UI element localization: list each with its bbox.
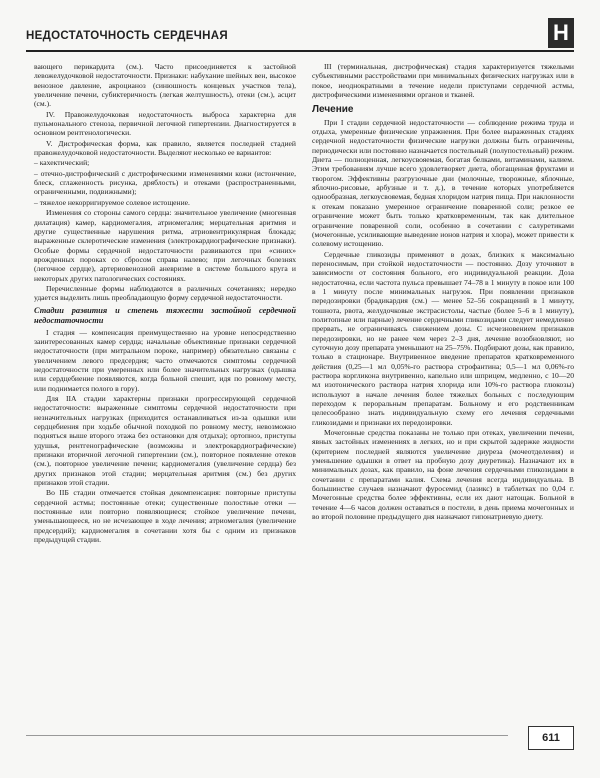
paragraph: Перечисленные формы наблюдаются в различных сочетаниях; нередко удается выделить лишь преобладающую форму сердечной недостаточности. — [34, 283, 296, 303]
paragraph: Сердечные гликозиды применяют в дозах, близких к максимально переносимым, при стойкой недостаточности — постоянно. Дозу уточняют в зависимости от состояния больного, его индивидуальной реакции. Доза недостаточна, если частота пульса превышает 74–78 в 1 минуту в покое или 100 в 1 минуту после минимальных нагрузок. При появлении признаков передозировки (брадикардия (см.) — менее 52–56 сокращений в 1 минуту, тошнота, рвота, желудочковые экстрасистолы, частые (более 5–6 в 1 минуту), политопные или парные) лечение сердечными гликозидами следует немедленно прервать, не ограничиваясь снижением дозы. С исчезновением признаков передозировки, но не ранее чем через 2–3 дня, лечение возобновляют, но суточную дозу препарата уменьшают на 25–75%. Подбирают дозы, как правило, только в стационаре. Внутривенное введение препаратов кратковременного действия (0,25—1 мл 0,05%-го раствора строфантина; 0,5—1 мл 0,06%-го раствора коргликона внутривенно, капельно или шприцем, медленно, с 10—20 мл изотонического раствора натрия хлорида или 10%-го раствора глюкозы) используют в начале лечения более тяжелых больных с последующим переходом к пероральным препаратам. Больному и его родственникам целесообразно знать индивидуальную схему его лечения сердечными гликозидами и признаки их передозировки. — [312, 249, 574, 427]
section-heading: Лечение — [312, 104, 354, 116]
footer-rule — [26, 735, 508, 736]
paragraph: I стадия — компенсация преимущественно на уровне непосредственно заинтересованных камер сердца; начальные объективные признаки сердечной недостаточности (при митральном пороке, например) обязательно связаны с увеличением левого предсердия; часто отмечаются симптомы сердечной недостаточности при умеренных или более значительных нагрузках (одышка или сердцебиение появляются, когда больной спешит, идя по ровному месту, или поднимается полого в гору). — [34, 327, 296, 393]
paragraph: Мочегонные средства показаны не только при отеках, увеличении печени, явных застойных изменениях в легких, но и при скрытой задержке жидкости (критерием последней являются увеличение диуреза (мочеотделения) и уменьшение одышки в ответ на пробную дозу диуретика). Назначают их в минимальных дозах, как правило, на фоне лечения сердечными гликозидами в сочетании с препаратами калия. Схема лечения всегда индивидуальна. В большинстве случаев назначают фуросемид (лазикс) в таблетках по 0,04 г. Мочегонные средства более эффективны, если их дают натощак. Больной в течение 4—6 часов должен оставаться в постели, в день приема мочегонных и во второй половине предыдущего дня назначают гипонатриевую диету. — [312, 428, 574, 522]
running-header — [26, 20, 574, 52]
section-letter-tab: Н — [548, 18, 574, 48]
list-item: – тяжелое некорригируемое солевое истощение. — [34, 197, 190, 207]
paragraph: III (терминальная, дистрофическая) стадия характеризуется тяжелыми субъективными расстройствами при минимальных физических нагрузках или в покое, неоднократными в течение недели приступами сердечной астмы, дистрофическими изменениями органов и тканей. — [312, 62, 574, 100]
section-heading: Стадии развития и степень тяжести застойной сердечной недостаточности — [34, 305, 296, 325]
right-column — [312, 62, 574, 523]
list-item: – кахектический; — [34, 158, 90, 168]
paragraph: Изменения со стороны самого сердца: значительное увеличение (многенная дилатация) камер, кардиомегалия, атриомегалия; мерцательная аритмия и другие существенные нарушения ритма, атриовентрикулярная блокада; выраженные склеротические изменения (электрокардиографические признаки). Особые формы сердечной недостаточности развиваются при «синих» врожденных пороках со сбросом справа налево; при легочных болезнях (легочное сердце), артериовенозной аневризме в системе большого круга и некоторых других патологических состояниях. — [34, 208, 296, 283]
paragraph: V. Дистрофическая форма, как правило, является последней стадией правожелудочковой недостаточности. Выделяют несколько ее вариантов: — [34, 138, 296, 158]
paragraph: При I стадии сердечной недостаточности — соблюдение режима труда и отдыха, умеренные физические упражнения. При более выраженных стадиях сердечной недостаточности физические нагрузки должны быть ограничены, периодически или постоянно назначается постельный (полупостельный) режим. Диета — полноценная, легкоусвояемая, богатая белками, витаминами, калием. Этим требованиям лучше всего удовлетворяет диета, обогащенная фруктами и творогом. Эффективны разгрузочные дни (молочные, творожные, яблочные, яблочно-рисовые, арбузные и т. д.), в течение которых употребляется однообразная, легкоусвояемая, бедная хлоридом натрия пища. При наклонности к отекам показано умеренное ограничение поваренной соли; резкое ее ограничение может быть только кратковременным, так как длительное ограничение поваренной соли, особенно в сочетании с салуретиками (мочегонные, усиливающие выведение ионов натрия и хлора), может привести к солевому истощению. — [312, 117, 574, 249]
paragraph: вающего перикардита (см.). Часто присоединяется к застойной левожелудочковой недостаточности. Признаки: набухание шейных вен, высокое венозное давление, акроцианоз (синюшность концевых участков тела), увеличение печени, субиктеричность (легкая желтушность), отеки (см.), асцит (см.). — [34, 62, 296, 109]
list-item: – отечно-дистрофический с дистрофическими изменениями кожи (истончение, блеск, сглаженность рисунка, дряблость) и отеками (распространенными, ограниченными, подвижными); — [34, 168, 296, 197]
paragraph: Во IIБ стадии отмечается стойкая декомпенсация: повторные приступы сердечной астмы; постоянные отеки; существенные полостные отеки — постоянные или повторно появляющиеся; стойкое увеличение печени, уменьшающееся, но не исчезающее в ходе лечения; атриомегалия (увеличение предсердий); кардиомегалия в сочетании хотя бы с одним из признаков предыдущей стадии. — [34, 488, 296, 545]
paragraph: Для IIA стадии характерны признаки прогрессирующей сердечной недостаточности: выраженные симптомы сердечной недостаточности при незначительных нагрузках (приходится останавливаться из-за одышки или сердцебиения при ходьбе обычной походкой по ровному месту, невозможно подняться выше второго этажа без остановки для отдыха); ортопноэ, приступы удушья, рентгенографические (возможны и электрокардиографические) признаки вторичной легочной гипертензии (см.), повторное появление отеков (см.), повторное увеличение печени; кардиомегалия (увеличение сердца) без других признаков этой стадии; мерцательная аритмия (см.) без других признаков этой стадии. — [34, 394, 296, 488]
paragraph: IV. Правожелудочковая недостаточность выброса характерна для пульмонального стеноза, первичной легочной гипертензии. Диагностируется в основном рентгенологически. — [34, 109, 296, 138]
header-title: НЕДОСТАТОЧНОСТЬ СЕРДЕЧНАЯ — [26, 30, 228, 42]
left-column — [34, 62, 296, 546]
page-number: 611 — [528, 726, 574, 750]
